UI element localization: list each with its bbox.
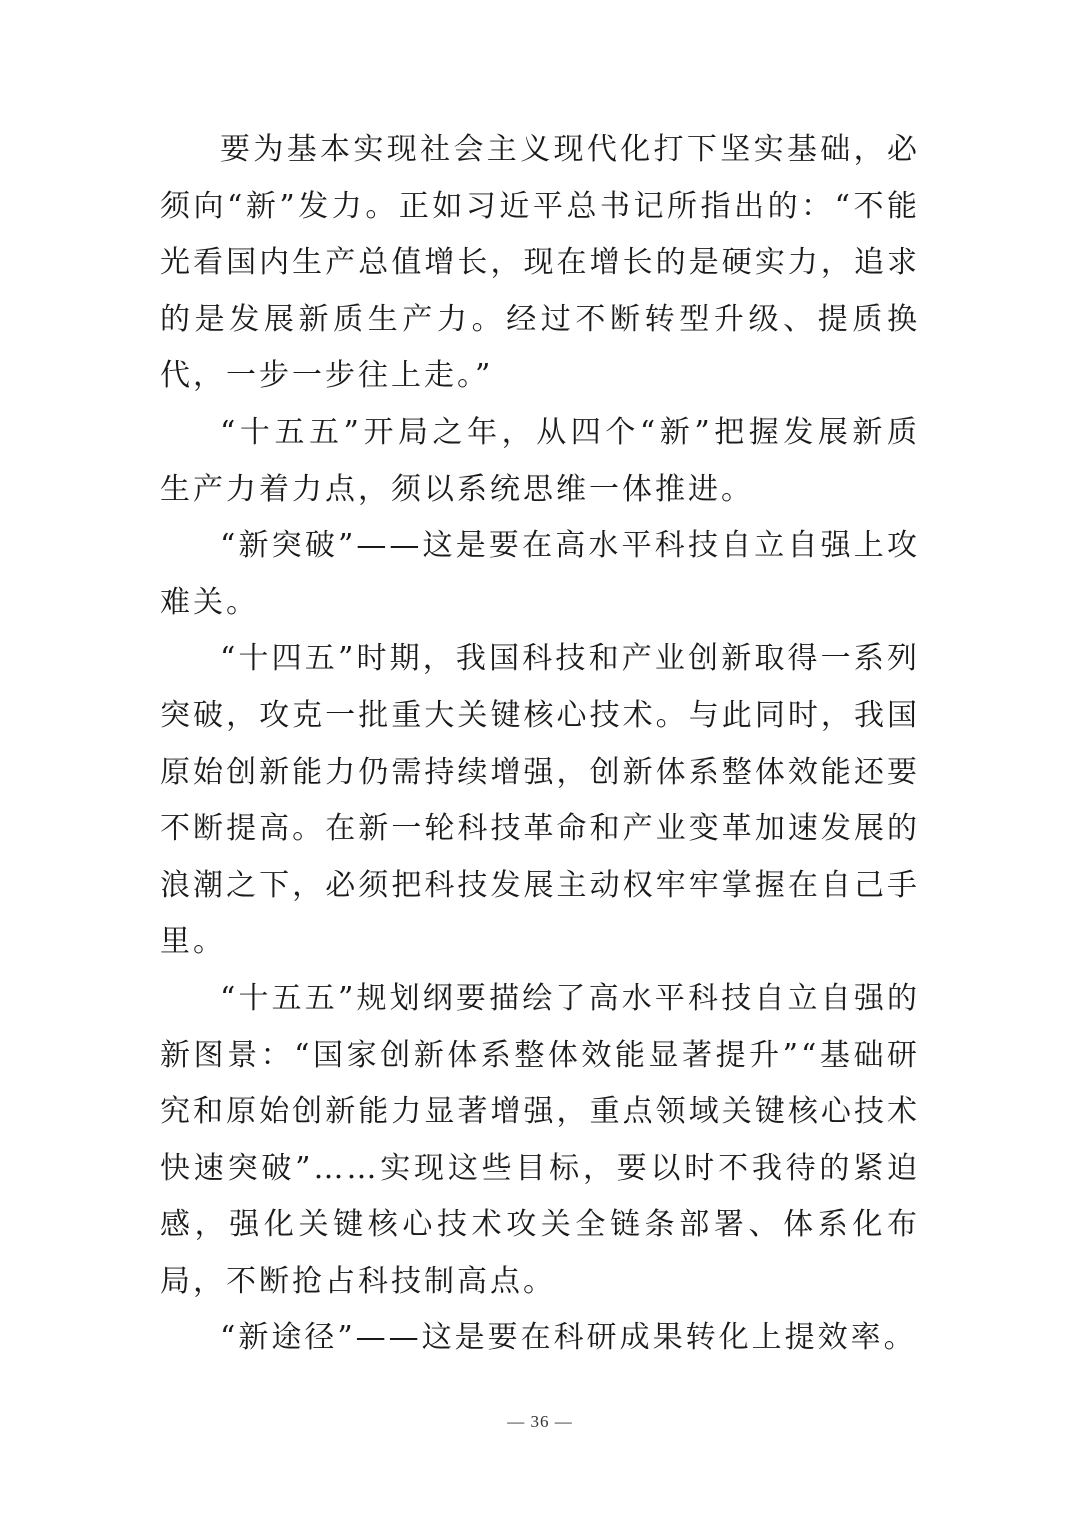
paragraph: 要为基本实现社会主义现代化打下坚实基础，必须向“新”发力。正如习近平总书记所指出的：“不能光看国内生产总值增长，现在增长的是硬实力，追求的是发展新质生产力。经过不断转型升级、提质换代，一步一步往上走。” xyxy=(160,132,920,394)
document-body xyxy=(160,122,920,1367)
paragraph: “十五五”规划纲要描绘了高水平科技自立自强的新图景：“国家创新体系整体效能显著提升”“基础研究和原始创新能力显著增强，重点领域关键核心技术快速突破”……实现这些目标，要以时不我待的紧迫感，强化关键核心技术攻关全链条部署、体系化布局，不断抢占科技制高点。 xyxy=(160,980,920,1299)
paragraph: “新突破”——这是要在高水平科技自立自强上攻难关。 xyxy=(160,528,920,620)
page-number: — 36 — xyxy=(507,1412,573,1431)
paragraph: “十五五”开局之年，从四个“新”把握发展新质生产力着力点，须以系统思维一体推进。 xyxy=(160,414,920,507)
paragraph: “新途径”——这是要在科研成果转化上提效率。 xyxy=(220,1320,917,1356)
paragraph: “十四五”时期，我国科技和产业创新取得一系列突破，攻克一批重大关键核心技术。与此同时，我国原始创新能力仍需持续增强，创新体系整体效能还要不断提高。在新一轮科技革命和产业变革加速发展的浪潮之下，必须把科技发展主动权牢牢掌握在自己手里。 xyxy=(160,641,920,960)
